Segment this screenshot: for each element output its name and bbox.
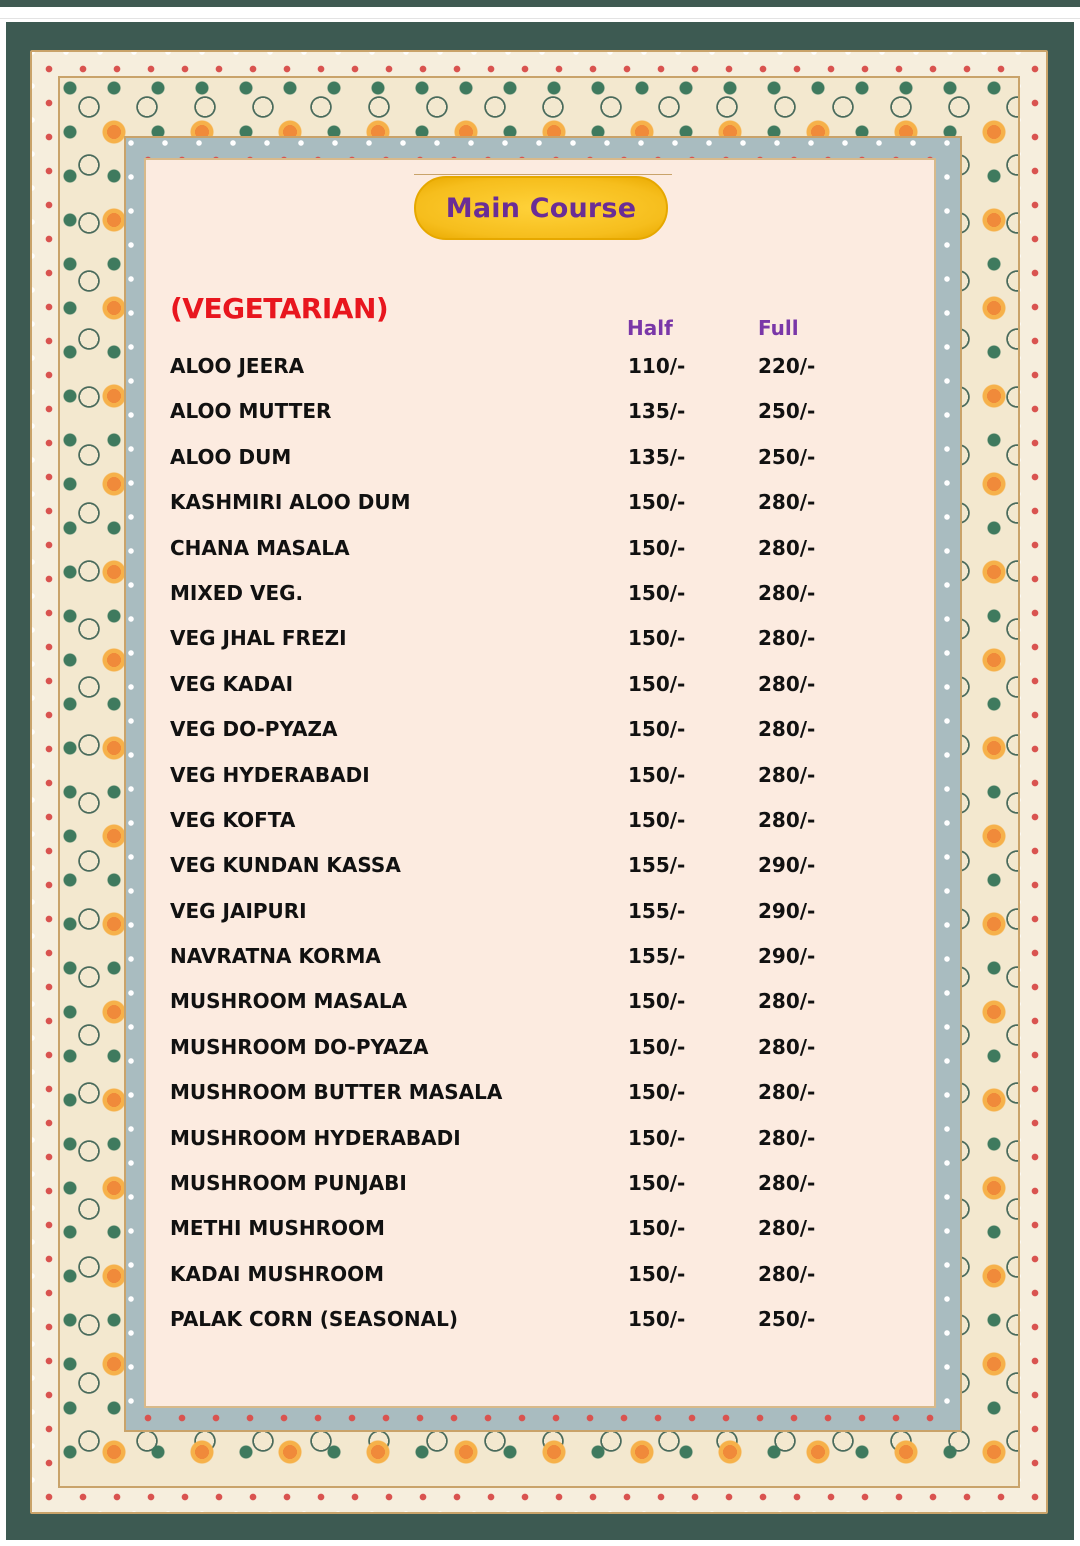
half-price: 150/- [628, 1080, 686, 1105]
menu-item [170, 486, 870, 531]
item-name: VEG KADAI [170, 671, 294, 696]
menu-item [170, 1122, 870, 1167]
item-name: MIXED VEG. [170, 580, 304, 605]
item-name: KASHMIRI ALOO DUM [170, 490, 411, 515]
menu-item [170, 1167, 870, 1212]
full-price: 280/- [758, 717, 816, 742]
full-price: 280/- [758, 580, 816, 605]
item-name: MUSHROOM PUNJABI [170, 1171, 407, 1196]
full-price: 280/- [758, 1171, 816, 1196]
badge-rule [414, 174, 672, 175]
full-price: 250/- [758, 444, 816, 469]
menu-item [170, 849, 870, 894]
half-price: 150/- [628, 580, 686, 605]
menu-heading: Main Course [445, 192, 637, 224]
full-price: 290/- [758, 898, 816, 923]
menu-item [170, 804, 870, 849]
menu-item [170, 532, 870, 577]
item-name: MUSHROOM BUTTER MASALA [170, 1080, 503, 1105]
item-name: PALAK CORN (SEASONAL) [170, 1307, 458, 1332]
full-price: 280/- [758, 671, 816, 696]
half-price: 150/- [628, 717, 686, 742]
full-column-heading: Full [758, 316, 799, 340]
item-name: METHI MUSHROOM [170, 1216, 385, 1241]
menu-item-list [170, 350, 870, 1349]
item-name: NAVRATNA KORMA [170, 944, 381, 969]
menu-item [170, 1303, 870, 1348]
menu-item [170, 668, 870, 713]
half-price: 135/- [628, 399, 686, 424]
full-price: 290/- [758, 944, 816, 969]
full-price: 220/- [758, 354, 816, 378]
top-divider [0, 18, 1080, 19]
full-price: 250/- [758, 399, 816, 424]
section-title: (VEGETARIAN) [170, 292, 389, 325]
item-name: CHANA MASALA [170, 535, 350, 560]
half-price: 150/- [628, 626, 686, 651]
full-price: 280/- [758, 490, 816, 515]
menu-item [170, 1076, 870, 1121]
full-price: 280/- [758, 989, 816, 1014]
menu-item [170, 1031, 870, 1076]
menu-item [170, 1258, 870, 1303]
main-course-badge [414, 176, 668, 240]
menu-item [170, 985, 870, 1030]
menu-item [170, 395, 870, 440]
half-price: 155/- [628, 853, 686, 878]
full-price: 280/- [758, 1261, 816, 1286]
half-price: 135/- [628, 444, 686, 469]
item-name: MUSHROOM HYDERABADI [170, 1125, 461, 1150]
half-price: 150/- [628, 989, 686, 1014]
menu-item [170, 441, 870, 486]
full-price: 280/- [758, 535, 816, 560]
half-price: 150/- [628, 762, 686, 787]
full-price: 280/- [758, 1125, 816, 1150]
menu-item [170, 577, 870, 622]
menu-item [170, 759, 870, 804]
menu-item [170, 350, 870, 395]
full-price: 280/- [758, 626, 816, 651]
half-price: 155/- [628, 898, 686, 923]
half-price: 110/- [628, 354, 686, 378]
item-name: ALOO MUTTER [170, 399, 332, 424]
menu-item [170, 1212, 870, 1257]
top-strip [0, 0, 1080, 7]
item-name: ALOO DUM [170, 444, 292, 469]
full-price: 280/- [758, 807, 816, 832]
menu-item [170, 940, 870, 985]
item-name: ALOO JEERA [170, 354, 305, 378]
half-price: 150/- [628, 671, 686, 696]
half-price: 150/- [628, 1261, 686, 1286]
half-price: 150/- [628, 1034, 686, 1059]
menu-item [170, 713, 870, 758]
item-name: VEG KUNDAN KASSA [170, 853, 401, 878]
full-price: 250/- [758, 1307, 816, 1332]
half-price: 150/- [628, 1125, 686, 1150]
full-price: 280/- [758, 1216, 816, 1241]
half-price: 150/- [628, 807, 686, 832]
item-name: VEG JHAL FREZI [170, 626, 347, 651]
item-name: KADAI MUSHROOM [170, 1261, 385, 1286]
full-price: 280/- [758, 1034, 816, 1059]
half-price: 150/- [628, 490, 686, 515]
item-name: VEG JAIPURI [170, 898, 307, 923]
item-name: VEG HYDERABADI [170, 762, 370, 787]
half-price: 150/- [628, 1307, 686, 1332]
item-name: VEG KOFTA [170, 807, 296, 832]
full-price: 280/- [758, 1080, 816, 1105]
half-price: 150/- [628, 1171, 686, 1196]
full-price: 290/- [758, 853, 816, 878]
half-price: 150/- [628, 1216, 686, 1241]
half-price: 150/- [628, 535, 686, 560]
item-name: MUSHROOM MASALA [170, 989, 408, 1014]
item-name: VEG DO-PYAZA [170, 717, 338, 742]
item-name: MUSHROOM DO-PYAZA [170, 1034, 429, 1059]
menu-item [170, 895, 870, 940]
menu-item [170, 622, 870, 667]
half-column-heading: Half [627, 316, 673, 340]
full-price: 280/- [758, 762, 816, 787]
half-price: 155/- [628, 944, 686, 969]
